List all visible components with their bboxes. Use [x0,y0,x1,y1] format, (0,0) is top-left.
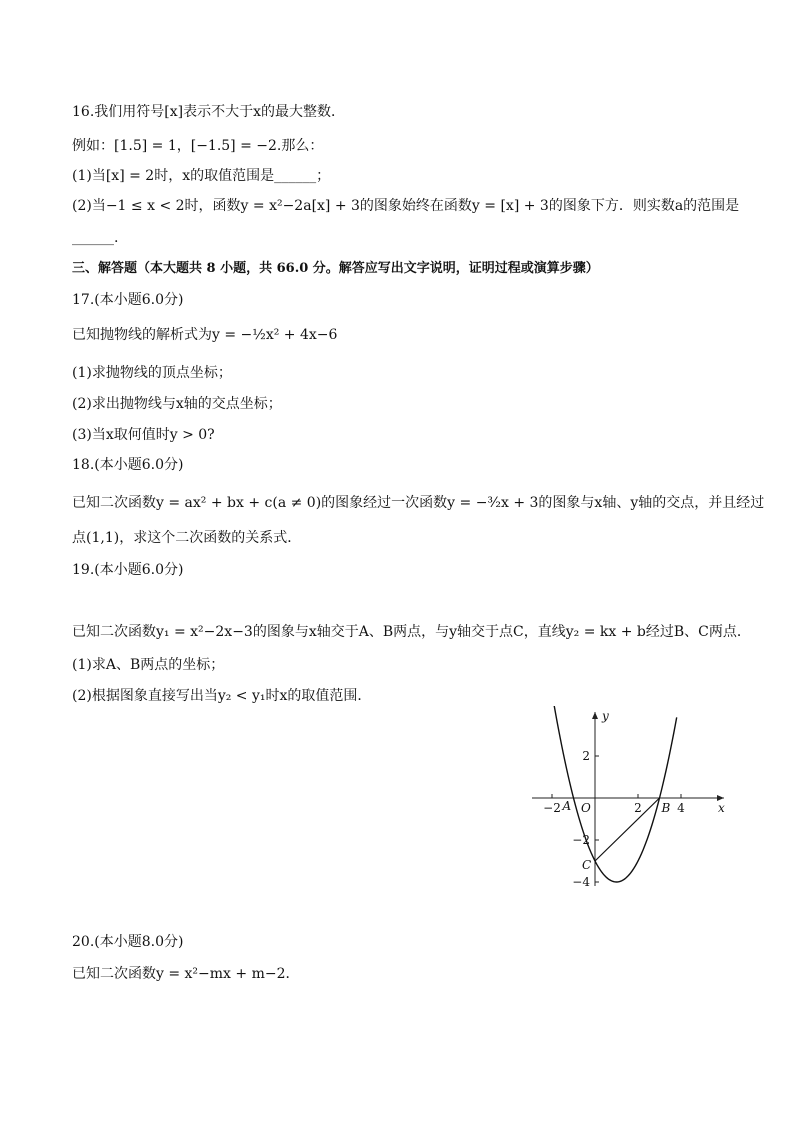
x-tick-label: −2 [543,801,561,815]
q16-title: 16.我们用符号[x]表示不大于x的最大整数． [72,104,345,120]
q19-part1: (1)求A、B两点的坐标； [72,657,225,673]
origin-label: O [581,801,591,815]
x-tick-label: 2 [634,801,642,815]
point-label-c: C [582,858,592,872]
q18-stem-line2: 点(1,1)，求这个二次函数的关系式． [72,530,302,546]
q16-part1: (1)当[x] = 2时，x的取值范围是______； [72,168,331,184]
curves [554,706,677,882]
y-tick-label: −4 [572,875,590,889]
section3-heading: 三、解答题（本大题共 8 小题，共 66.0 分。解答应写出文字说明，证明过程或演算步骤） [72,261,599,276]
q17-part1: (1)求抛物线的顶点坐标； [72,365,232,381]
q16-part2-blank: ______. [72,230,119,246]
y-axis-arrow [592,712,598,719]
q17-part3: (3)当x取何值时y > 0? [72,427,215,443]
q17-header: 17.(本小题6.0分) [72,292,184,308]
q16-example: 例如：[1.5] = 1，[−1.5] = −2.那么： [72,138,324,154]
q20-stem: 已知二次函数y = x²−mx + m−2． [72,966,300,982]
q16-part2: (2)当−1 ≤ x < 2时，函数y = x²−2a[x] + 3的图象始终在函数y = [x] + 3的图象下方．则实数a的范围是 [72,198,740,214]
labels [543,709,725,889]
q19-parabola-figure [528,706,732,890]
y-tick-label: −2 [572,833,590,847]
point-label-b: B [661,801,671,815]
x-axis-label: x [718,801,725,815]
q19-part2: (2)根据图象直接写出当y₂ < y₁时x的取值范围． [72,688,372,704]
q17-part2: (2)求出抛物线与x轴的交点坐标； [72,396,282,412]
q20-header: 20.(本小题8.0分) [72,934,184,950]
x-tick-label: 4 [677,801,685,815]
parabola-curve [554,706,677,882]
q18-stem-line1: 已知二次函数y = ax² + bx + c(a ≠ 0)的图象经过一次函数y = −³⁄₂x + 3的图象与x轴、y轴的交点，并且经过 [72,495,765,511]
q17-stem: 已知抛物线的解析式为y = −½x² + 4x−6 [72,327,338,343]
point-label-a: A [562,799,572,813]
q18-header: 18.(本小题6.0分) [72,457,184,473]
q19-header: 19.(本小题6.0分) [72,562,184,578]
y-tick-label: 2 [582,749,590,763]
q19-stem: 已知二次函数y₁ = x²−2x−3的图象与x轴交于A、B两点，与y轴交于点C，直线y₂ = kx + b经过B、C两点． [72,624,751,640]
y-axis-label: y [602,709,609,723]
